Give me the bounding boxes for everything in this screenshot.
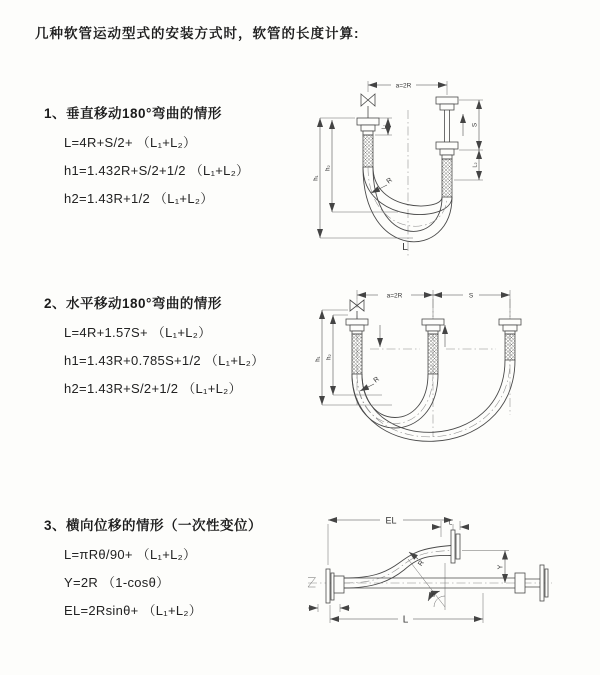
dim-label-h2: h₂ <box>325 165 332 171</box>
hose-curve <box>363 167 452 215</box>
radius-label: R <box>417 559 426 568</box>
section-2 <box>44 296 314 409</box>
angle-label: θ <box>432 593 436 599</box>
dim-label-l1: L₁ <box>381 124 388 130</box>
radius-label: R <box>372 375 381 385</box>
valve-icon <box>361 94 375 106</box>
diagram-horizontal-180-bend <box>312 285 600 455</box>
dim-label-h2: h₂ <box>326 354 333 360</box>
formula-h1: h1=1.432R+S/2+1/2 （L₁+L₂） <box>64 163 250 178</box>
dim-label-y: Y <box>497 564 505 570</box>
diagram-vertical-180-bend <box>313 72 600 262</box>
radius-leader <box>371 185 387 193</box>
flange-right <box>540 565 544 601</box>
hose-curve <box>352 374 438 428</box>
dim-label-a2r: a=2R <box>386 292 403 300</box>
formula-h2: h2=1.43R+1/2 （L₁+L₂） <box>64 191 214 206</box>
braided-hose-section <box>428 334 438 374</box>
hose-curve <box>344 546 451 579</box>
formula-y: Y=2R （1-cosθ） <box>64 575 170 590</box>
page-title: 几种软管运动型式的安装方式时，软管的长度计算: <box>35 26 360 41</box>
section-3 <box>44 518 314 631</box>
dim-label-el: EL <box>385 515 397 526</box>
radius-label: R <box>385 176 394 186</box>
flange-fitting-lower <box>436 142 458 149</box>
section-2-heading: 2、水平移动180°弯曲的情形 <box>44 296 222 311</box>
formula-h2: h2=1.43R+S/2+1/2 （L₁+L₂） <box>64 381 242 396</box>
dim-label-a2r: a=2R <box>395 82 412 90</box>
braided-hose-section <box>363 135 373 167</box>
dim-label-l2: L <box>448 520 453 527</box>
section-1-heading: 1、垂直移动180°弯曲的情形 <box>44 106 222 121</box>
braided-hose-section <box>442 159 452 197</box>
dim-label-s: S <box>468 292 474 300</box>
dim-label-s: S <box>471 122 479 128</box>
formula-l: L=4R+S/2+ （L₁+L₂） <box>64 135 197 150</box>
flange-fitting-left <box>346 319 368 334</box>
formula-el: EL=2Rsinθ+ （L₁+L₂） <box>64 603 203 618</box>
dim-label-l2: L₂ <box>472 162 479 168</box>
formula-l: L=πRθ/90+ （L₁+L₂） <box>64 547 197 562</box>
flange-displaced <box>451 530 455 563</box>
dim-label-h1: h₁ <box>315 356 322 362</box>
radius-leader <box>360 384 374 391</box>
section-3-heading: 3、横向位移的情形（一次性变位） <box>44 518 263 533</box>
flange-fitting <box>357 118 379 125</box>
centreline-symbol-icon <box>308 578 316 588</box>
flange-fitting-upper <box>436 97 458 104</box>
braided-hose-section <box>352 334 362 374</box>
braided-hose-section <box>505 334 515 360</box>
length-label: L <box>402 242 408 253</box>
radius-construction <box>408 559 445 610</box>
length-label: L <box>402 614 409 626</box>
section-1 <box>44 106 314 219</box>
flange-left <box>326 569 330 603</box>
flange-fitting-right <box>499 319 521 334</box>
diagram-lateral-displacement <box>300 507 600 647</box>
formula-l: L=4R+1.57S+ （L₁+L₂） <box>64 325 212 340</box>
formula-h1: h1=1.43R+0.785S+1/2 （L₁+L₂） <box>64 353 265 368</box>
dim-label-h1: h₁ <box>313 175 320 181</box>
union-right <box>515 573 525 593</box>
flange-fitting-middle <box>422 319 444 334</box>
